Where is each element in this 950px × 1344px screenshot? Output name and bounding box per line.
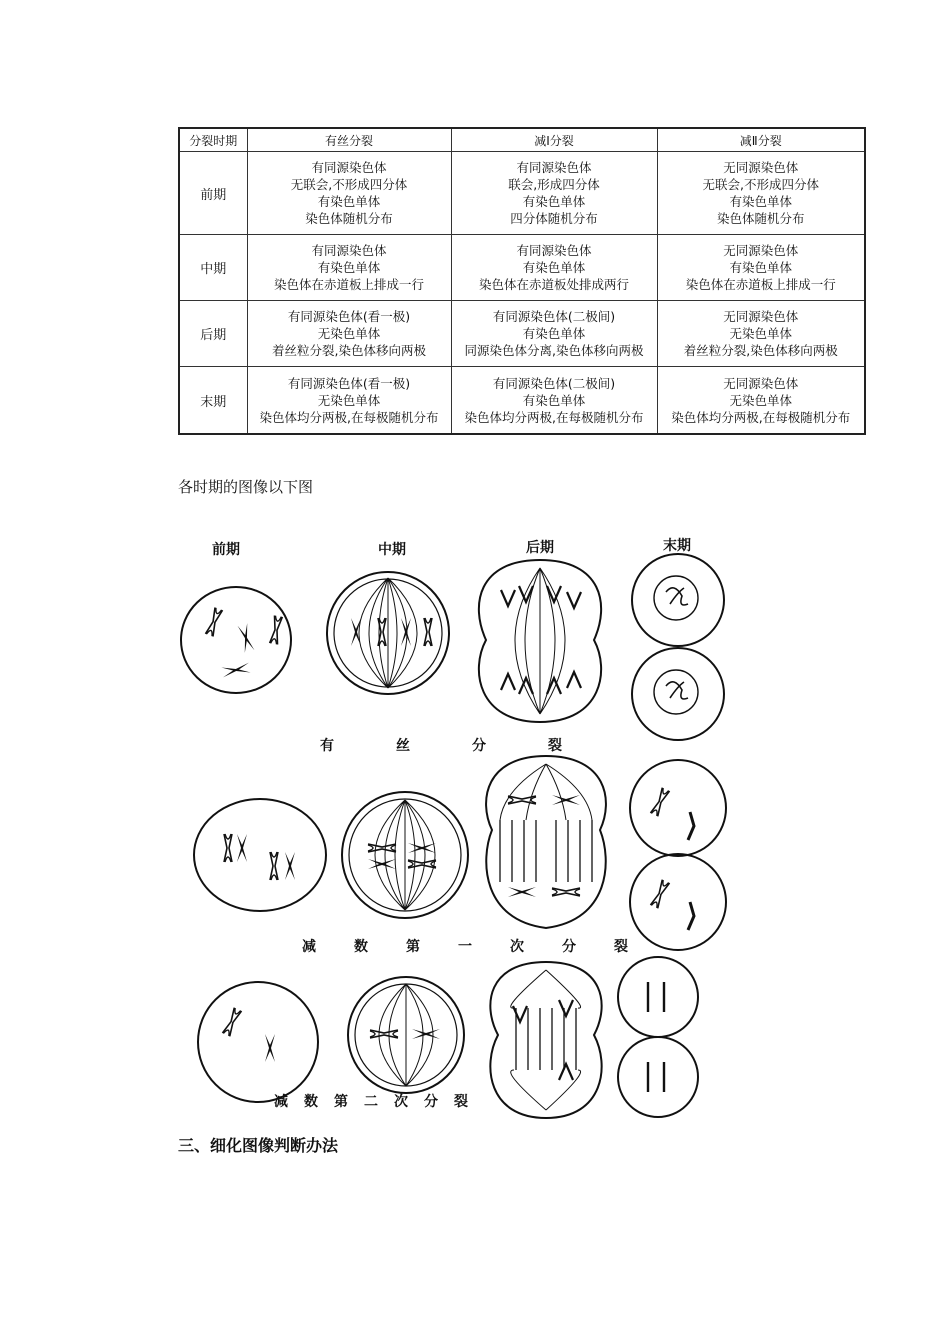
mitosis-prophase-cell bbox=[181, 587, 291, 693]
cell-line: 有染色单体 bbox=[729, 194, 792, 210]
cell-line: 染色体在赤道板上排成一行 bbox=[685, 277, 836, 293]
stage-cell: 后期 bbox=[179, 301, 247, 367]
table-row bbox=[179, 301, 865, 367]
table-cell bbox=[247, 235, 451, 301]
table-cell bbox=[657, 301, 865, 367]
table-cell bbox=[657, 235, 865, 301]
cell-line: 有染色单体 bbox=[317, 194, 381, 210]
cell-line: 有染色单体 bbox=[522, 194, 586, 210]
meiosis-2-anaphase-cell bbox=[490, 962, 601, 1118]
cell-line: 染色体在赤道板上排成一行 bbox=[273, 277, 424, 293]
cell-line: 无染色单体 bbox=[729, 392, 792, 408]
cell-line: 有染色单体 bbox=[522, 260, 586, 276]
table-cell bbox=[451, 235, 657, 301]
cell-line: 染色体均分两极,在每极随机分布 bbox=[259, 409, 439, 425]
cell-line: 无同源染色体 bbox=[723, 309, 799, 325]
meiosis-2-metaphase-cell bbox=[348, 977, 464, 1093]
comparison-table bbox=[178, 127, 866, 435]
caption-char: 有丝分裂 bbox=[320, 738, 624, 754]
cell-line: 无染色单体 bbox=[317, 326, 381, 342]
cell-line: 有同源染色体(看一极) bbox=[287, 309, 411, 325]
table-header-row bbox=[179, 128, 865, 152]
meiosis-1-anaphase-cell bbox=[486, 756, 606, 928]
cell-line: 有同源染色体 bbox=[311, 243, 387, 259]
table-row bbox=[179, 235, 865, 301]
stage-cell: 前期 bbox=[179, 152, 247, 235]
meiosis-1-caption bbox=[302, 938, 666, 955]
phase-label-metaphase: 中期 bbox=[378, 542, 406, 558]
mitosis-anaphase-cell bbox=[479, 560, 601, 722]
cell-line: 联会,形成四分体 bbox=[508, 177, 600, 193]
cell-line: 无染色单体 bbox=[317, 392, 381, 408]
meiosis-2-telophase-cells bbox=[618, 957, 698, 1117]
cell-line: 染色体均分两极,在每极随机分布 bbox=[464, 409, 644, 425]
cell-line: 无联会,不形成四分体 bbox=[702, 177, 819, 193]
cell-line: 有同源染色体 bbox=[516, 160, 592, 176]
caption-text: 减数第二次分裂 bbox=[274, 1094, 484, 1110]
meiosis-1-metaphase-cell bbox=[342, 792, 468, 918]
table-cell bbox=[247, 367, 451, 434]
cell-line: 四分体随机分布 bbox=[510, 211, 598, 227]
cell-line: 无联会,不形成四分体 bbox=[290, 177, 408, 193]
table-cell bbox=[451, 367, 657, 434]
cell-line: 着丝粒分裂,染色体移向两极 bbox=[272, 343, 426, 359]
table-cell bbox=[247, 301, 451, 367]
mitosis-caption bbox=[320, 737, 624, 754]
cell-line: 有同源染色体 bbox=[311, 160, 387, 176]
cell-line: 有染色单体 bbox=[522, 326, 586, 342]
intro-text: 各时期的图像以下图 bbox=[178, 478, 314, 496]
header-mitosis: 有丝分裂 bbox=[247, 128, 451, 152]
cell-line: 有染色单体 bbox=[317, 260, 381, 276]
mitosis-metaphase-cell bbox=[327, 572, 449, 694]
table-cell bbox=[451, 301, 657, 367]
cell-line: 染色体随机分布 bbox=[716, 211, 805, 227]
cell-division-diagram bbox=[170, 530, 740, 1120]
cell-line: 有染色单体 bbox=[522, 392, 586, 408]
table-cell bbox=[657, 152, 865, 235]
cell-line: 有同源染色体(二极间) bbox=[492, 309, 616, 325]
stage-cell: 中期 bbox=[179, 235, 247, 301]
meiosis-2-caption bbox=[274, 1093, 484, 1110]
meiosis-1-telophase-cells bbox=[630, 760, 726, 950]
cell-line: 有同源染色体(二极间) bbox=[492, 375, 616, 391]
phase-label-telophase: 末期 bbox=[663, 538, 691, 554]
section-heading: 三、细化图像判断办法 bbox=[178, 1136, 339, 1155]
cell-line: 无染色单体 bbox=[729, 326, 792, 342]
cell-line: 着丝粒分裂,染色体移向两极 bbox=[683, 343, 838, 359]
cell-line: 染色体在赤道板处排成两行 bbox=[478, 277, 629, 293]
cell-line: 染色体均分两极,在每极随机分布 bbox=[671, 409, 851, 425]
header-stage: 分裂时期 bbox=[179, 128, 247, 152]
meiosis-2-prophase-cell bbox=[198, 982, 318, 1102]
table-cell bbox=[247, 152, 451, 235]
table-row bbox=[179, 367, 865, 434]
caption-text: 减数第一次分裂 bbox=[302, 939, 666, 955]
stage-cell: 末期 bbox=[179, 367, 247, 434]
table-cell bbox=[657, 367, 865, 434]
header-meiosis-1: 减Ⅰ分裂 bbox=[451, 128, 657, 152]
cell-line: 有染色单体 bbox=[729, 260, 792, 276]
cell-line: 无同源染色体 bbox=[723, 243, 799, 259]
table-row bbox=[179, 152, 865, 235]
cell-line: 无同源染色体 bbox=[723, 375, 799, 391]
meiosis-1-prophase-cell bbox=[194, 799, 326, 911]
phase-label-anaphase: 后期 bbox=[526, 540, 554, 556]
cell-line: 有同源染色体(看一极) bbox=[287, 375, 411, 391]
cell-line: 有同源染色体 bbox=[516, 243, 592, 259]
header-meiosis-2: 减Ⅱ分裂 bbox=[657, 128, 865, 152]
table-cell bbox=[451, 152, 657, 235]
cell-line: 同源染色体分离,染色体移向两极 bbox=[464, 343, 644, 359]
mitosis-telophase-cells bbox=[632, 554, 724, 740]
cell-line: 染色体随机分布 bbox=[305, 211, 393, 227]
cell-line: 无同源染色体 bbox=[723, 160, 799, 176]
phase-label-prophase: 前期 bbox=[212, 542, 240, 558]
